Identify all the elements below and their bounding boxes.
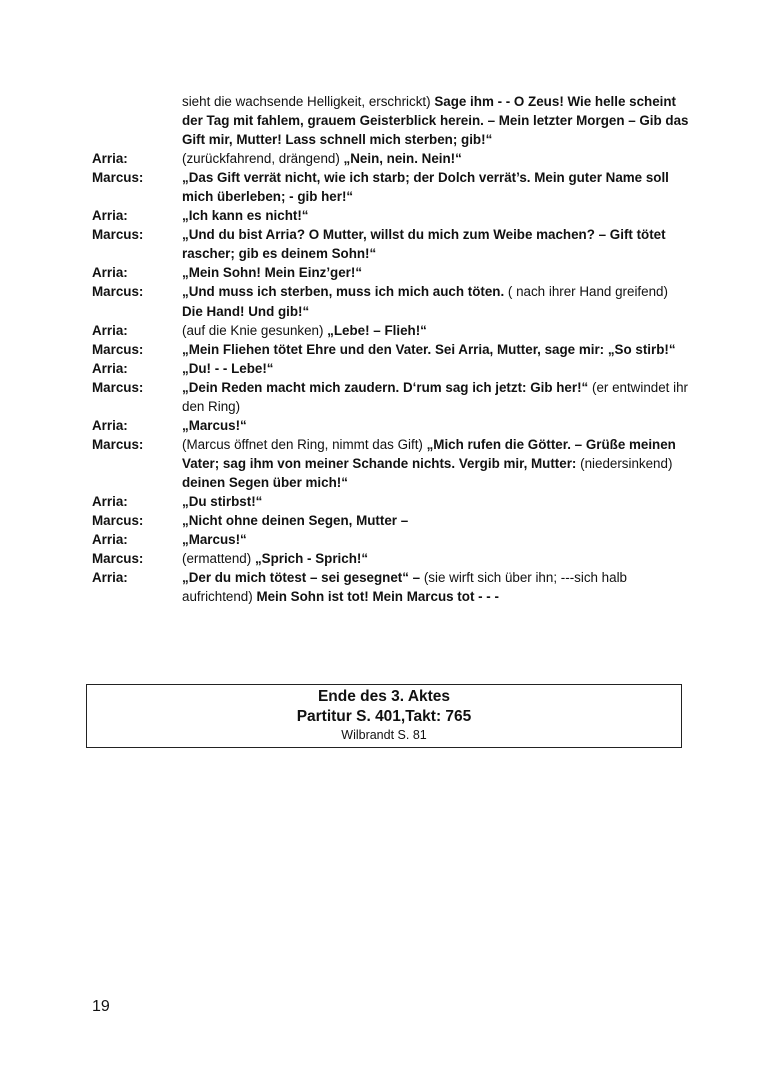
dialogue-line <box>92 378 692 416</box>
dialogue-text <box>182 492 692 511</box>
spoken-text: „Sprich - Sprich!“ <box>254 551 369 567</box>
dialogue-line <box>92 416 692 435</box>
speaker-name: Marcus: <box>92 436 144 452</box>
spoken-text: Mein Sohn ist tot! Mein Marcus tot - - - <box>256 589 499 605</box>
dialogue-line <box>92 435 692 492</box>
speaker-name: Arria: <box>92 532 128 548</box>
speaker-name: Marcus: <box>92 284 144 300</box>
dialogue-line <box>92 492 692 511</box>
speaker-name: Arria: <box>92 570 128 586</box>
speaker-name <box>92 92 182 149</box>
spoken-text: „Nein, nein. Nein!“ <box>343 151 462 167</box>
dialogue-line <box>92 168 692 206</box>
speaker-name: Arria: <box>92 265 128 281</box>
speaker-name: Marcus: <box>92 513 144 529</box>
dialogue-line <box>92 340 692 359</box>
speaker-name: Arria: <box>92 360 128 376</box>
dialogue-line <box>92 263 692 282</box>
page-number: 19 <box>92 998 110 1015</box>
dialogue-text <box>182 321 692 340</box>
speaker-name: Arria: <box>92 417 128 433</box>
dialogue-text <box>182 225 692 263</box>
dialogue-text <box>182 378 692 416</box>
dialogue-text <box>182 530 692 549</box>
speaker-name: Marcus: <box>92 170 144 186</box>
dialogue-text <box>182 206 692 225</box>
spoken-text: „Du stirbst!“ <box>182 493 263 509</box>
stage-direction: (zurückfahrend, drängend) <box>182 151 344 167</box>
dialogue-text <box>182 149 692 168</box>
speaker-name: Marcus: <box>92 341 144 357</box>
dialogue-text <box>182 568 692 606</box>
dialogue-line <box>92 206 692 225</box>
dialogue-line <box>92 149 692 168</box>
spoken-text: deinen Segen über mich!“ <box>182 474 348 490</box>
stage-direction: sieht die wachsende Helligkeit, erschrickt) <box>182 94 435 109</box>
speaker-name: Marcus: <box>92 227 144 243</box>
dialogue-line <box>92 549 692 568</box>
spoken-text: „Ich kann es nicht!“ <box>182 208 309 224</box>
spoken-text: „Du! - - Lebe!“ <box>182 360 274 376</box>
dialogue-line <box>92 359 692 378</box>
dialogue-line <box>92 92 692 149</box>
dialogue-line <box>92 282 692 320</box>
dialogue-text <box>182 416 692 435</box>
spoken-text: „Dein Reden macht mich zaudern. D‘rum sag ich jetzt: Gib her!“ <box>182 379 589 395</box>
dialogue-line <box>92 511 692 530</box>
speaker-name: Marcus: <box>92 551 144 567</box>
dialogue-text <box>182 435 692 492</box>
dialogue-line <box>92 321 692 340</box>
act-end-title: Ende des 3. Aktes <box>317 688 451 705</box>
stage-direction: (auf die Knie gesunken) <box>182 322 328 338</box>
stage-direction: (er entwindet ihr den Ring) <box>182 379 688 414</box>
dialogue-text <box>182 168 692 206</box>
dialogue-text <box>182 92 692 149</box>
stage-direction: (niedersinkend) <box>576 455 673 471</box>
spoken-text: „Mein Fliehen tötet Ehre und den Vater. Sei Arria, Mutter, sage mir: „So stirb!“ <box>182 341 676 357</box>
spoken-text: „Nicht ohne deinen Segen, Mutter – <box>182 513 409 529</box>
dialogue-text <box>182 340 692 359</box>
spoken-text: „Marcus!“ <box>182 417 247 433</box>
dialogue-text <box>182 511 692 530</box>
stage-direction: (ermattend) <box>182 551 255 567</box>
spoken-text: „Und du bist Arria? O Mutter, willst du mich zum Weibe machen? – Gift tötet rascher; gib es deinem Sohn!“ <box>182 227 666 262</box>
speaker-name: Arria: <box>92 151 128 167</box>
spoken-text: „Lebe! – Flieh!“ <box>327 322 427 338</box>
speaker-name: Marcus: <box>92 379 144 395</box>
dialogue-text <box>182 282 692 320</box>
act-end-box <box>86 684 682 748</box>
spoken-text: „Marcus!“ <box>182 532 247 548</box>
spoken-text: „Der du mich tötest – sei gesegnet“ – <box>182 570 421 586</box>
dialogue-text <box>182 263 692 282</box>
spoken-text: Die Hand! Und gib!“ <box>182 303 310 319</box>
speaker-name: Arria: <box>92 493 128 509</box>
stage-direction: ( nach ihrer Hand greifend) <box>504 284 668 300</box>
dialogue-line <box>92 225 692 263</box>
speaker-name: Arria: <box>92 208 128 224</box>
dialogue-text <box>182 549 692 568</box>
dialogue-text <box>182 359 692 378</box>
score-reference: Partitur S. 401,Takt: 765 <box>296 708 472 725</box>
speaker-name: Arria: <box>92 322 128 338</box>
spoken-text: „Mein Sohn! Mein Einz’ger!“ <box>182 265 363 281</box>
dialogue-line <box>92 568 692 606</box>
source-reference: Wilbrandt S. 81 <box>341 728 427 742</box>
spoken-text: „Und muss ich sterben, muss ich mich auch töten. <box>182 284 505 300</box>
spoken-text: „Mich rufen die Götter. – Grüße meinen Vater; sag ihm von meiner Schande nichts. Vergib mir, Mutter: <box>182 436 676 471</box>
dialogue-line <box>92 530 692 549</box>
spoken-text: Sage ihm - - O Zeus! Wie helle scheint der Tag mit fahlem, grauem Geisterblick herein. – Mein letzter Morgen – Gib das Gift mir, Mutter! Lass schnell mich sterben; gib!“ <box>182 94 689 148</box>
script-text <box>92 92 692 606</box>
stage-direction: (sie wirft sich über ihn; ---sich halb aufrichtend) <box>182 570 627 605</box>
spoken-text: „Das Gift verrät nicht, wie ich starb; der Dolch verrät’s. Mein guter Name soll mich überleben; - gib her!“ <box>182 170 669 205</box>
stage-direction: (Marcus öffnet den Ring, nimmt das Gift) <box>182 436 427 452</box>
